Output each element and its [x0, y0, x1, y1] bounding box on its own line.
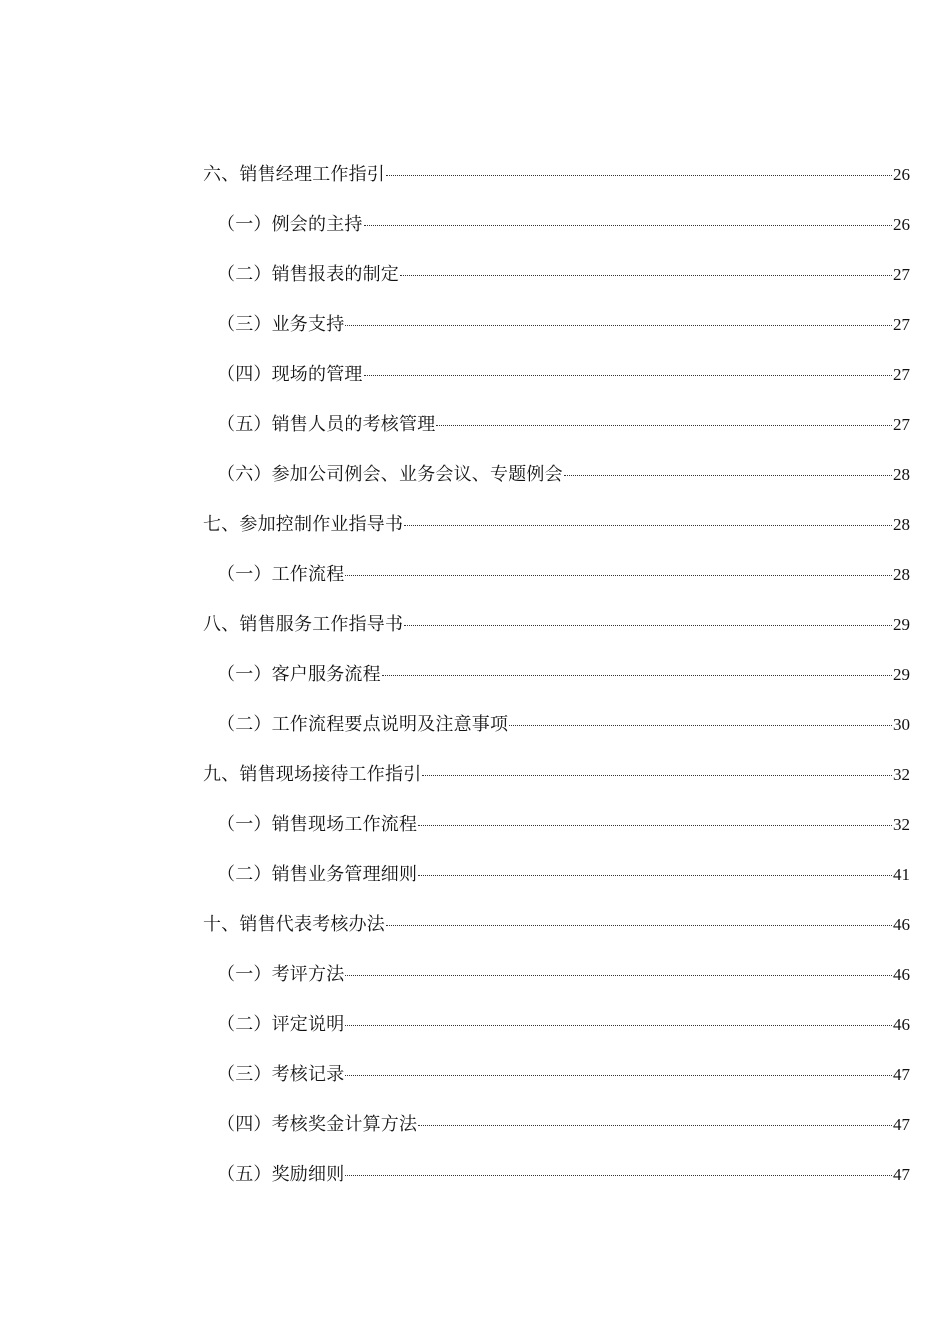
toc-dot-leader: [418, 825, 892, 826]
toc-dot-leader: [404, 525, 892, 526]
toc-entry-page-number: 46: [893, 915, 910, 934]
toc-entry-title: （五）奖励细则: [217, 1164, 345, 1185]
toc-entry-page-number: 26: [893, 215, 910, 234]
toc-entry-page-number: 46: [893, 1015, 910, 1034]
toc-dot-leader: [345, 975, 892, 976]
toc-entry-title: （三）考核记录: [217, 1064, 345, 1085]
toc-dot-leader: [345, 1175, 892, 1176]
toc-entry-page-number: 27: [893, 265, 910, 284]
toc-entry-subsection[interactable]: [217, 860, 910, 890]
toc-entry-subsection[interactable]: [217, 360, 910, 390]
toc-entry-page-number: 47: [893, 1165, 910, 1184]
toc-entry-subsection[interactable]: [217, 210, 910, 240]
toc-entry-section-10[interactable]: [203, 910, 910, 940]
toc-entry-title: （六）参加公司例会、业务会议、专题例会: [217, 464, 563, 485]
toc-entry-subsection[interactable]: [217, 1160, 910, 1190]
toc-entry-title: （三）业务支持: [217, 314, 345, 335]
toc-entry-title: 六、销售经理工作指引: [203, 164, 385, 185]
toc-dot-leader: [422, 775, 892, 776]
toc-entry-title: （四）考核奖金计算方法: [217, 1114, 418, 1135]
toc-dot-leader: [436, 425, 892, 426]
toc-entry-section-7[interactable]: [203, 510, 910, 540]
toc-entry-page-number: 41: [893, 865, 910, 884]
toc-entry-subsection[interactable]: [217, 310, 910, 340]
toc-entry-page-number: 28: [893, 465, 910, 484]
toc-dot-leader: [418, 875, 892, 876]
toc-entry-subsection[interactable]: [217, 460, 910, 490]
toc-dot-leader: [345, 1075, 892, 1076]
toc-entry-title: （二）工作流程要点说明及注意事项: [217, 714, 509, 735]
toc-entry-page-number: 27: [893, 365, 910, 384]
toc-entry-subsection[interactable]: [217, 1110, 910, 1140]
toc-entry-page-number: 29: [893, 615, 910, 634]
toc-dot-leader: [564, 475, 892, 476]
toc-entry-subsection[interactable]: [217, 1010, 910, 1040]
toc-entry-page-number: 32: [893, 765, 910, 784]
toc-dot-leader: [418, 1125, 892, 1126]
toc-entry-page-number: 47: [893, 1115, 910, 1134]
toc-entry-title: （一）销售现场工作流程: [217, 814, 418, 835]
toc-dot-leader: [364, 225, 892, 226]
toc-dot-leader: [400, 275, 892, 276]
toc-dot-leader: [386, 175, 892, 176]
toc-entry-title: 七、参加控制作业指导书: [203, 514, 404, 535]
toc-entry-subsection[interactable]: [217, 560, 910, 590]
toc-entry-subsection[interactable]: [217, 710, 910, 740]
toc-entry-title: （二）销售报表的制定: [217, 264, 399, 285]
toc-entry-page-number: 29: [893, 665, 910, 684]
toc-entry-page-number: 26: [893, 165, 910, 184]
toc-entry-title: 九、销售现场接待工作指引: [203, 764, 422, 785]
toc-entry-page-number: 28: [893, 515, 910, 534]
toc-entry-section-6[interactable]: [203, 160, 910, 190]
toc-dot-leader: [509, 725, 892, 726]
toc-entry-page-number: 30: [893, 715, 910, 734]
toc-entry-page-number: 46: [893, 965, 910, 984]
toc-entry-title: （二）评定说明: [217, 1014, 345, 1035]
toc-entry-title: （一）工作流程: [217, 564, 345, 585]
toc-dot-leader: [386, 925, 892, 926]
toc-entry-title: （一）例会的主持: [217, 214, 363, 235]
toc-dot-leader: [345, 1025, 892, 1026]
toc-entry-page-number: 27: [893, 415, 910, 434]
toc-entry-subsection[interactable]: [217, 260, 910, 290]
toc-entry-page-number: 47: [893, 1065, 910, 1084]
toc-entry-page-number: 32: [893, 815, 910, 834]
toc-entry-title: （二）销售业务管理细则: [217, 864, 418, 885]
toc-entry-subsection[interactable]: [217, 410, 910, 440]
toc-entry-section-8[interactable]: [203, 610, 910, 640]
toc-dot-leader: [382, 675, 892, 676]
toc-entry-title: （一）客户服务流程: [217, 664, 381, 685]
toc-dot-leader: [345, 325, 892, 326]
toc-entry-page-number: 28: [893, 565, 910, 584]
toc-entry-title: （一）考评方法: [217, 964, 345, 985]
toc-entry-section-9[interactable]: [203, 760, 910, 790]
toc-entry-subsection[interactable]: [217, 960, 910, 990]
toc-dot-leader: [345, 575, 892, 576]
toc-entry-subsection[interactable]: [217, 1060, 910, 1090]
toc-dot-leader: [364, 375, 892, 376]
toc-entry-title: （五）销售人员的考核管理: [217, 414, 436, 435]
toc-entry-title: 十、销售代表考核办法: [203, 914, 385, 935]
toc-dot-leader: [404, 625, 892, 626]
toc-entry-subsection[interactable]: [217, 810, 910, 840]
toc-entry-title: （四）现场的管理: [217, 364, 363, 385]
toc-entry-page-number: 27: [893, 315, 910, 334]
toc-entry-title: 八、销售服务工作指导书: [203, 614, 404, 635]
toc-entry-subsection[interactable]: [217, 660, 910, 690]
